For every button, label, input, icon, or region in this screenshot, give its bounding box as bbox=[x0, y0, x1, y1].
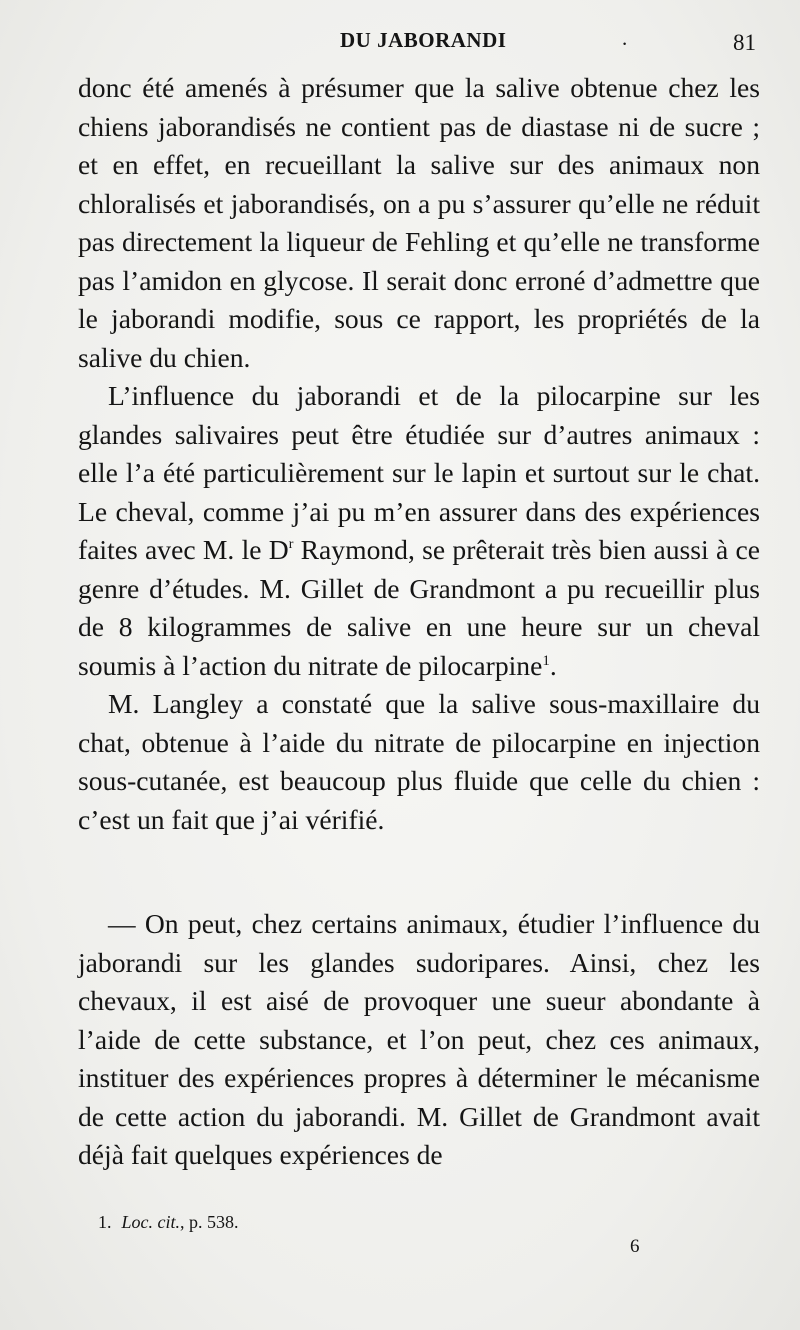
footnote-italic: Loc. cit. bbox=[121, 1212, 180, 1232]
header-separator: . bbox=[622, 26, 628, 50]
body-text bbox=[78, 69, 760, 1175]
paragraph-2-text: L’influence du jaborandi et de la pilocarpine sur les glandes salivaires peut être étudiée sur d’autres animaux : elle l’a été particulièrement sur le lapin et surtout sur le chat. Le cheval, comme j’ai pu m’en assurer dans des expériences faites avec M. le D bbox=[78, 380, 760, 565]
running-title: DU JABORANDI bbox=[340, 28, 507, 52]
paragraph-2-end: . bbox=[549, 649, 557, 681]
paragraph-3-text: M. Langley a constaté que la salive sous-maxillaire du chat, obtenue à l’aide du nitrate de pilocarpine en injection sous-cutanée, est beaucoup plus fluide que celle du chien : c’est un fait que j’ai vérifié. bbox=[78, 688, 760, 835]
paragraph-4-text: — On peut, chez certains animaux, étudier l’influence du jaborandi sur les glandes sudoripares. Ainsi, chez les chevaux, il est aisé de provoquer une sueur abondante à l’aide de cette substance, et l’on peut, chez ces animaux, instituer des expériences propres à déterminer le mécanisme de cette action du jaborandi. M. Gillet de Grandmont avait déjà fait quelques expériences de bbox=[78, 908, 760, 1170]
paragraph-1 bbox=[78, 69, 760, 377]
paragraph-2-text-cont: Raymond, se prêterait très bien aussi à ce genre d’études. M. Gillet de Grandmont a pu recueillir plus de 8 kilogrammes de salive en une heure sur un cheval soumis à l’action du nitrate de pilocarpine bbox=[78, 534, 760, 681]
page-header bbox=[80, 28, 766, 68]
signature-mark: 6 bbox=[630, 1236, 640, 1257]
footnote bbox=[98, 1212, 239, 1233]
paragraph-3 bbox=[78, 685, 760, 839]
paragraph-2 bbox=[78, 377, 760, 685]
footnote-number: 1. bbox=[98, 1212, 112, 1232]
footnote-reference: 1 bbox=[542, 652, 550, 669]
footnote-rest: , p. 538. bbox=[180, 1212, 239, 1232]
paragraph-1-text: donc été amenés à présumer que la salive obtenue chez les chiens jaborandisés ne contient pas de diastase ni de sucre ; et en effet, en recueillant la salive sur des animaux non chloralisés et jaborandisés, on a pu s’assurer qu’elle ne réduit pas directement la liqueur de Fehling et qu’elle ne transforme pas l’amidon en glycose. Il serait donc erroné d’admettre que le jaborandi modifie, sous ce rapport, les propriétés de la salive du chien. bbox=[78, 72, 760, 373]
section-gap bbox=[78, 839, 760, 905]
doctor-superscript: r bbox=[288, 537, 294, 552]
paragraph-4 bbox=[78, 905, 760, 1175]
page-number: 81 bbox=[733, 30, 756, 55]
